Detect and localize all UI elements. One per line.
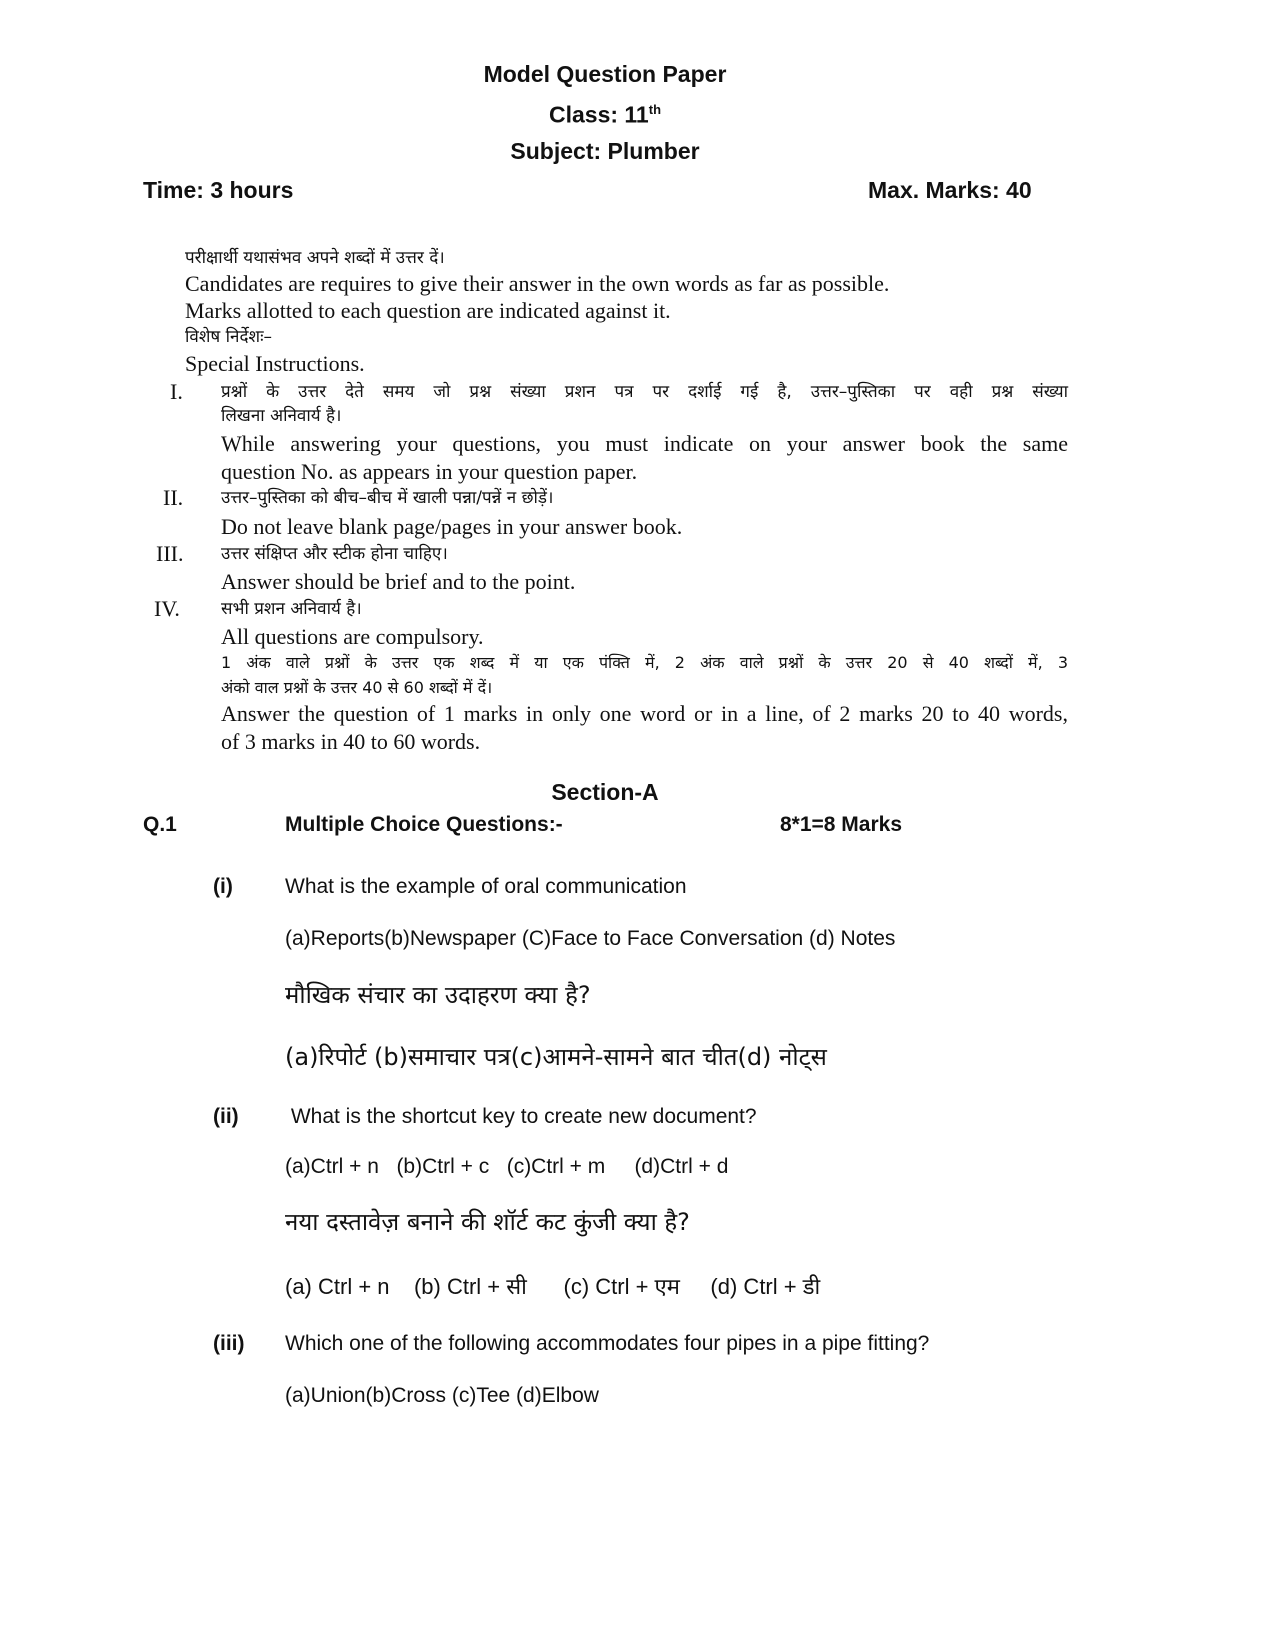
sub-question-number: (i): [213, 875, 233, 898]
question-marks: 8*1=8 Marks: [780, 813, 903, 836]
special-en: Special Instructions.: [185, 351, 365, 376]
instr-num: III.: [156, 541, 184, 566]
question-title: Multiple Choice Questions:-: [285, 813, 563, 836]
question-text-hindi: नया दस्तावेज़ बनाने की शॉर्ट कट कुंजी क्या है?: [285, 1208, 690, 1236]
class-label: [0, 95, 1210, 130]
general-en-2: Marks allotted to each question are indicated against it.: [185, 298, 671, 323]
special-hindi: विशेष निर्देशः–: [185, 327, 273, 347]
instr-en: question No. as appears in your question paper.: [221, 459, 638, 484]
instr-en: Answer should be brief and to the point.: [221, 569, 576, 594]
paper-title: Model Question Paper: [483, 61, 727, 87]
instr-num: I.: [170, 379, 183, 404]
instr-en: Do not leave blank page/pages in your answer book.: [221, 514, 683, 539]
sub-question-number: (ii): [213, 1105, 239, 1128]
instr-en: Answer the question of 1 marks in only one word or in a line, of 2 marks 20 to 40 words,: [221, 701, 1068, 726]
question-text-hindi: मौखिक संचार का उदाहरण क्या है?: [285, 981, 591, 1009]
instr-num: IV.: [154, 596, 180, 621]
question-options: (a)Ctrl + n (b)Ctrl + c (c)Ctrl + m (d)Ctrl + d: [285, 1155, 729, 1178]
instr-hindi: उत्तर संक्षिप्त और स्टीक होना चाहिए।: [221, 544, 448, 564]
instr-hindi: सभी प्रशन अनिवार्य है।: [221, 599, 362, 619]
class-text: Class: 11: [548, 101, 649, 128]
subject-label: Subject: Plumber: [510, 138, 700, 164]
instr-num: II.: [163, 485, 184, 510]
instr-hindi: लिखना अनिवार्य है।: [221, 406, 342, 426]
question-options-hindi: (a)रिपोर्ट (b)समाचार पत्र(c)आमने-सामने बात चीत(d) नोट्स: [285, 1043, 827, 1071]
max-marks-label: Max. Marks: 40: [868, 177, 1032, 203]
question-options: (a)Union(b)Cross (c)Tee (d)Elbow: [285, 1384, 599, 1407]
time-label: Time: 3 hours: [143, 177, 294, 203]
instr-hindi: उत्तर–पुस्तिका को बीच–बीच में खाली पन्ना/पन्नें न छोड़ें।: [221, 488, 554, 508]
instr-hindi: अंको वाल प्रश्नों के उत्तर 40 से 60 शब्दों में दें।: [221, 678, 493, 697]
section-title: Section-A: [551, 779, 659, 805]
instr-en: All questions are compulsory.: [221, 624, 484, 649]
question-options: (a)Reports(b)Newspaper (C)Face to Face Conversation (d) Notes: [285, 927, 896, 950]
instr-hindi: प्रश्नों के उत्तर देते समय जो प्रश्न संख्या प्रशन पत्र पर दर्शाई गई है, उत्तर–पुस्तिका पर वही प्रश्न संख्या: [221, 382, 1068, 402]
question-text: What is the shortcut key to create new document?: [285, 1105, 757, 1128]
instr-hindi: 1 अंक वाले प्रश्नों के उत्तर एक शब्द में या एक पंक्ति में, 2 अंक वाले प्रश्नों के उत्तर 20 से 40 शब्दों में, 3: [221, 653, 1068, 672]
instr-en: While answering your questions, you must indicate on your answer book the same: [221, 431, 1068, 456]
general-hindi-1: परीक्षार्थी यथासंभव अपने शब्दों में उत्तर दें।: [185, 248, 445, 268]
sub-question-number: (iii): [213, 1332, 245, 1355]
question-options-hindi: (a) Ctrl + n (b) Ctrl + सी (c) Ctrl + एम (d) Ctrl + डी: [285, 1274, 821, 1299]
instr-en: of 3 marks in 40 to 60 words.: [221, 729, 481, 754]
question-number: Q.1: [143, 813, 177, 836]
general-en-1: Candidates are requires to give their answer in the own words as far as possible.: [185, 271, 890, 296]
class-sup: th: [648, 102, 662, 117]
question-text: What is the example of oral communication: [285, 875, 687, 898]
question-text: Which one of the following accommodates four pipes in a pipe fitting?: [285, 1332, 930, 1355]
